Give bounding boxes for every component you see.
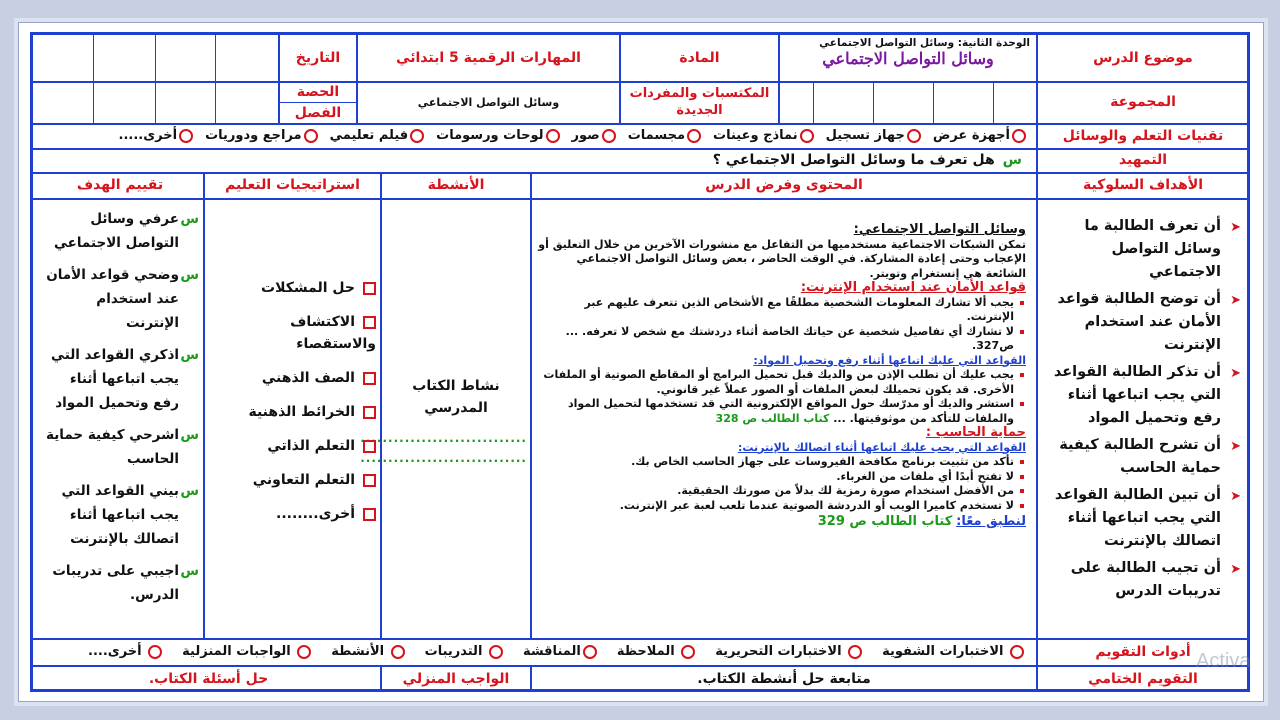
unit-title: وسائل التواصل الاجتماعي [822,49,994,68]
evaluation-item: س اجيبي على تدريبات الدرس. [52,563,199,603]
period-label: الحصة [296,83,340,100]
checkbox-icon [363,508,376,521]
option-circle-icon [297,645,311,659]
option-circle-icon [179,129,193,143]
assessment-item[interactable]: المناقشة [523,644,599,659]
rule-item: لا تفتح أبدًا أي ملفات من الغرباء. [537,470,1014,485]
assessment-item[interactable]: الأنشطة [331,644,406,659]
checkbox-icon [363,372,376,385]
content-heading-safety: قواعد الأمان عند استخدام الإنترنت: [800,280,1026,295]
objective-item: ➤ أن تجيب الطالبة على تدريبات الدرس [1070,560,1241,599]
col-evaluation: تقييم الهدف [76,177,164,193]
rule-item: لا تشارك أي تفاصيل شخصية عن حياتك الخاصة أثناء دردشتك مع شخص لا تعرفه. ... ص327. [537,325,1014,354]
arrow-icon: ➤ [1230,293,1241,308]
checkbox-icon [363,406,376,419]
activities-cell [360,375,527,465]
strategy-item[interactable]: الاكتشاف والاستقصاء [290,314,376,352]
strategy-item[interactable]: الصف الذهني [208,367,376,389]
vocab-value: وسائل التواصل الاجتماعي [417,95,560,109]
safety-rules [537,296,1026,354]
evaluation-item: س اذكري القواعد التي يجب اتباعها أثناء رفع وتحميل المواد [51,347,199,411]
rule-item: تأكد من تثبيت برنامج مكافحة الفيروسات على جهاز الحاسب الخاص بك. [537,455,1014,470]
arrow-icon: ➤ [1230,489,1241,504]
col-activities: الأنشطة [427,177,485,193]
tool-item[interactable]: أخرى..... [119,128,196,143]
closing-follow: متابعة حل أنشطة الكتاب. [697,670,871,687]
assessment-list [37,638,1034,665]
subject-label: موضوع الدرس [1093,50,1193,66]
option-circle-icon [800,129,814,143]
apply-line [537,515,1026,530]
option-circle-icon [602,129,616,143]
evaluation-item: س عرفي وسائل التواصل الاجتماعي [53,211,199,251]
evaluation-list [41,207,199,607]
apply-label: لنطبق معًا: [956,514,1026,529]
vocab-label: المكتسبات والمفردات الجديدة [629,86,770,118]
intro-question: هل تعرف ما وسائل التواصل الاجتماعي ؟ [712,152,995,168]
objective-item: ➤ أن تشرح الطالبة كيفية حماية الحاسب [1059,437,1241,476]
assessment-label: أدوات التقويم [1095,643,1191,660]
intro-s-mark: س [1002,152,1022,168]
assessment-item[interactable]: الملاحظة [617,644,697,659]
strategies-list [208,277,376,525]
activity-dots: .............................. [360,431,527,445]
unit-line: الوحدة الثانية: وسائل التواصل الاجتماعي [819,37,1030,49]
tool-item[interactable]: أجهزة عرض [933,128,1028,143]
tool-item[interactable]: جهاز تسجيل [826,128,923,143]
tool-item[interactable]: مراجع ودوريات [205,128,320,143]
arrow-icon: ➤ [1230,562,1241,577]
option-circle-icon [304,129,318,143]
content-heading-social: وسائل التواصل الاجتماعي: [853,222,1026,237]
tools-list [37,123,1034,148]
objective-item: ➤ أن توضح الطالبة قواعد الأمان عند استخدام الإنترنت [1057,291,1241,353]
intro-label: التمهيد [1118,152,1168,168]
arrow-icon: ➤ [1230,366,1241,381]
connect-rules [537,455,1026,513]
content-heading-upload: القواعد التي عليك اتباعها أثناء رفع وتحميل المواد: [753,353,1026,367]
upload-rules [537,368,1026,426]
option-circle-icon [907,129,921,143]
checkbox-icon [363,440,376,453]
option-circle-icon [687,129,701,143]
intro-question-cell [37,148,1034,172]
checkbox-icon [363,316,376,329]
closing-label: التقويم الختامي [1088,670,1198,687]
col-objectives: الأهداف السلوكية [1082,177,1204,193]
watermark-logo: Activa [1196,650,1251,672]
content-heading-connect: القواعد التي يجب عليك اتباعها أثناء اتصالك بالإنترنت: [737,440,1026,454]
evaluation-item: س اشرحي كيفية حماية الحاسب [46,427,199,467]
strategy-item[interactable]: أخرى........ [208,503,376,525]
tool-item[interactable]: مجسمات [628,128,703,143]
option-circle-icon [148,645,162,659]
assessment-item[interactable]: أخرى.... [88,644,164,659]
content-paragraph: تمكن الشبكات الاجتماعية مستخدميها من التفاعل مع منشورات الآخرين من خلال التعليق أو الإعجاب وحتى إعادة المشاركة. في الوقت الحاضر ، بعض وسائل التواصل الاجتماعي الشائعة هي إنستغرام وتويتر. [538,237,1026,280]
tools-label: تقنيات التعلم والوسائل [1062,127,1224,144]
assessment-item[interactable]: الواجبات المنزلية [182,644,313,659]
material-value: المهارات الرقمية 5 ابتدائي [396,50,581,66]
tool-item[interactable]: صور [572,128,618,143]
class-label: الفصل [294,104,342,121]
content-heading-protect: حماية الحاسب : [925,425,1026,440]
tool-item[interactable]: نماذج وعينات [713,128,816,143]
objective-item: ➤ أن تذكر الطالبة القواعد التي يجب اتباعها أثناء رفع وتحميل المواد [1053,364,1241,426]
col-content: المحتوى وفرض الدرس [705,177,863,193]
option-circle-icon [489,645,503,659]
activity-dots: .............................. [360,451,527,465]
homework-label: الواجب المنزلي [402,670,510,687]
strategy-item[interactable]: حل المشكلات [208,277,376,299]
rule-item: من الأفضل استخدام صورة رمزية لك بدلاً من صورتك الحقيقية. [537,484,1014,499]
rule-item: لا تستخدم كاميرا الويب أو الدردشة الصوتية عندما تلعب لعبة عبر الإنترنت. [537,499,1014,514]
material-label: المادة [679,50,720,66]
objective-item: ➤ أن تعرف الطالبة ما وسائل التواصل الاجتماعي [1084,218,1241,280]
checkbox-icon [363,282,376,295]
col-strategies: استراتيجيات التعليم [225,177,360,193]
option-circle-icon [391,645,405,659]
option-circle-icon [848,645,862,659]
arrow-icon: ➤ [1230,220,1241,235]
book-reference: كتاب الطالب ص 329 [817,514,953,529]
option-circle-icon [583,645,597,659]
content-body [535,223,1030,635]
checkbox-icon [363,474,376,487]
tool-item[interactable]: لوحات ورسومات [436,128,561,143]
strategy-item[interactable]: التعلم الذاتي [208,435,376,457]
option-circle-icon [410,129,424,143]
option-circle-icon [681,645,695,659]
date-label: التاريخ [295,50,341,66]
homework-value: حل أسئلة الكتاب. [148,670,269,687]
book-reference: كتاب الطالب ص 328 [715,411,830,425]
rule-item: يجب ألا تشارك المعلومات الشخصية مطلقًا مع الأشخاص الذين تتعرف عليهم عبر الإنترنت. [537,296,1014,325]
rule-item: يجب عليك أن تطلب الإذن من والديك قبل تحميل البرامج أو المقاطع الصوتية أو الملفات الأخرى. قد يكون تحميلك لبعض الملفات أو الصور عملاً غير قانوني. [537,368,1014,397]
strategy-item[interactable]: الخرائط الذهنية [208,401,376,423]
option-circle-icon [546,129,560,143]
strategy-item[interactable]: التعلم التعاوني [208,469,376,491]
evaluation-item: س وضحي قواعد الأمان عند استخدام الإنترنت [46,267,199,331]
option-circle-icon [1012,129,1026,143]
evaluation-item: س بيني القواعد التي يجب اتباعها أثناء اتصالك بالإنترنت [61,483,199,547]
assessment-item[interactable]: الاختبارات الشفوية [882,644,1026,659]
unit-cell [780,35,1036,81]
arrow-icon: ➤ [1230,439,1241,454]
tool-item[interactable]: فيلم تعليمي [330,128,427,143]
rule-item: استشر والديك أو مدرّسك حول المواقع الإلكترونية التي قد تستخدمها لتحميل المواد والملفات للتأكد من موثوقيتها. ... كتاب الطالب ص 328 [537,397,1014,426]
assessment-item[interactable]: التدريبات [425,644,505,659]
objective-item: ➤ أن تبين الطالبة القواعد التي يجب اتباعها أثناء اتصالك بالإنترنت [1054,487,1241,549]
group-label: المجموعة [1110,94,1176,110]
option-circle-icon [1010,645,1024,659]
activity-text: نشاط الكتاب المدرسي [412,378,500,416]
objectives-list [1043,215,1243,635]
lesson-plan-sheet [30,32,1250,692]
assessment-item[interactable]: الاختبارات التحريرية [715,644,864,659]
